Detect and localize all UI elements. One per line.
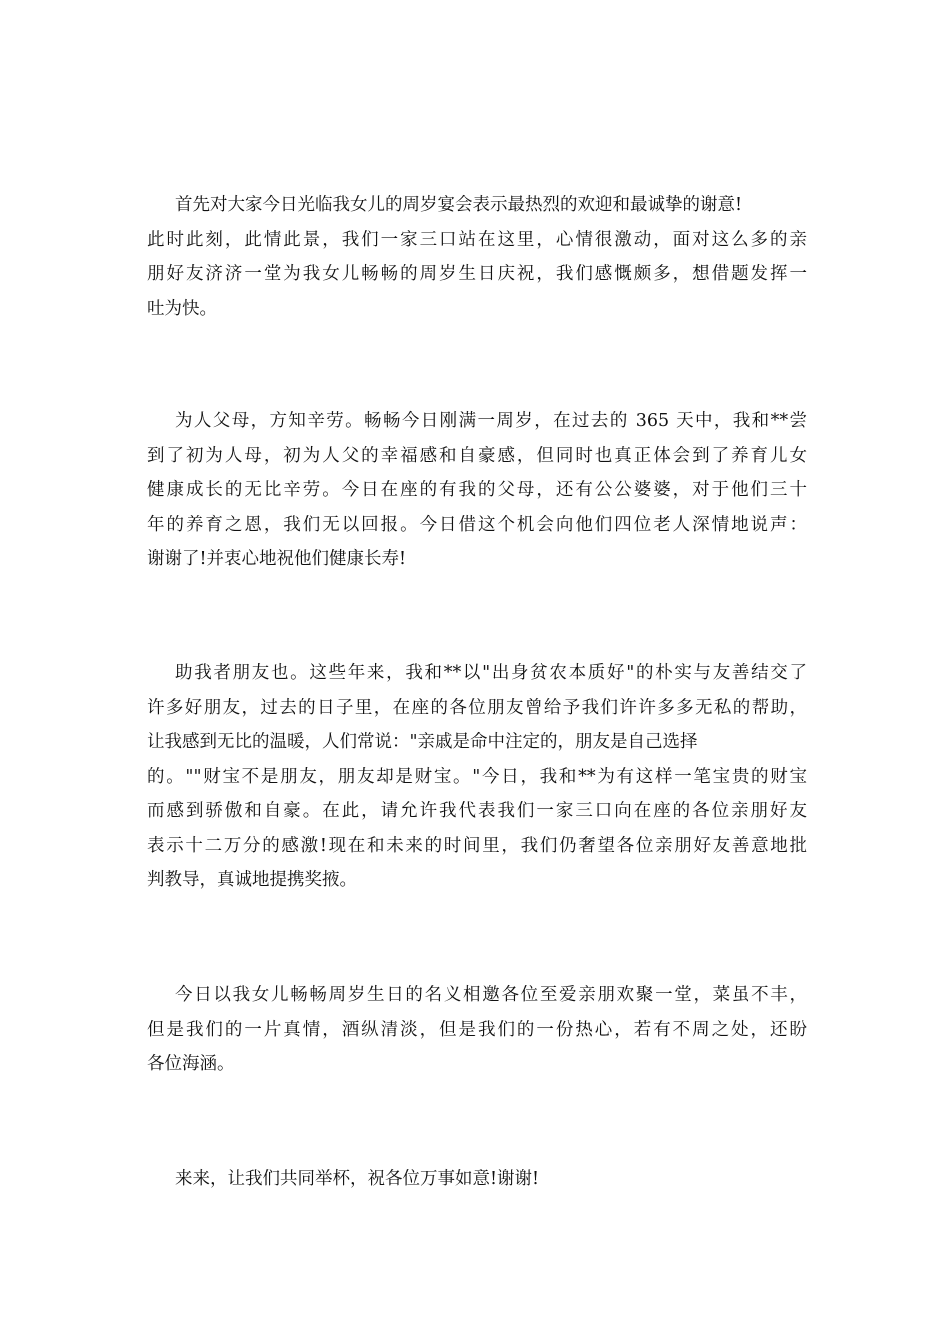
text-line: 今日以我女儿畅畅周岁生日的名义相邀各位至爱亲朋欢聚一堂，菜虽不丰， bbox=[175, 985, 807, 1005]
text-line: 此时此刻，此情此景，我们一家三口站在这里，心情很激动，面对这么多的亲 bbox=[147, 229, 807, 250]
paragraph-friends bbox=[147, 656, 807, 898]
text-line: 吐为快。 bbox=[147, 298, 217, 319]
text-line: 朋好友济济一堂为我女儿畅畅的周岁生日庆祝，我们感慨颇多，想借题发挥一 bbox=[147, 264, 807, 284]
text-line: 让我感到无比的温暖，人们常说："亲戚是命中注定的，朋友是自己选择 bbox=[147, 732, 698, 752]
text-line: 来来，让我们共同举杯，祝各位万事如意!谢谢! bbox=[175, 1169, 540, 1189]
text-line: 为人父母，方知辛劳。畅畅今日刚满一周岁，在过去的 365 天中，我和**尝 bbox=[175, 411, 807, 431]
paragraph-invitation bbox=[147, 978, 807, 1082]
paragraph-welcome bbox=[147, 188, 807, 326]
text-line: 表示十二万分的感激!现在和未来的时间里，我们仍奢望各位亲朋好友善意地批 bbox=[147, 835, 807, 856]
text-line: 年的养育之恩，我们无以回报。今日借这个机会向他们四位老人深情地说声： bbox=[147, 514, 807, 535]
text-line: 健康成长的无比辛劳。今日在座的有我的父母，还有公公婆婆，对于他们三十 bbox=[147, 480, 807, 500]
text-line: 首先对大家今日光临我女儿的周岁宴会表示最热烈的欢迎和最诚挚的谢意! bbox=[175, 195, 743, 215]
text-line: 助我者朋友也。这些年来，我和**以"出身贫农本质好"的朴实与友善结交了 bbox=[175, 663, 807, 683]
text-line: 谢谢了!并衷心地祝他们健康长寿! bbox=[147, 549, 407, 569]
paragraph-parents bbox=[147, 404, 807, 577]
text-line: 的。""财宝不是朋友，朋友却是财宝。"今日，我和**为有这样一笔宝贵的财宝 bbox=[147, 766, 807, 787]
text-line: 许多好朋友，过去的日子里，在座的各位朋友曾给予我们许许多多无私的帮助， bbox=[147, 697, 807, 718]
text-line: 判教导，真诚地提携奖掖。 bbox=[147, 870, 357, 890]
text-line: 各位海涵。 bbox=[147, 1054, 235, 1074]
text-line: 而感到骄傲和自豪。在此，请允许我代表我们一家三口向在座的各位亲朋好友 bbox=[147, 801, 807, 821]
text-line: 到了初为人母，初为人父的幸福感和自豪感，但同时也真正体会到了养育儿女 bbox=[147, 445, 807, 466]
text-line: 但是我们的一片真情，酒纵清淡，但是我们的一份热心，若有不周之处，还盼 bbox=[147, 1019, 807, 1040]
paragraph-toast bbox=[147, 1162, 807, 1197]
